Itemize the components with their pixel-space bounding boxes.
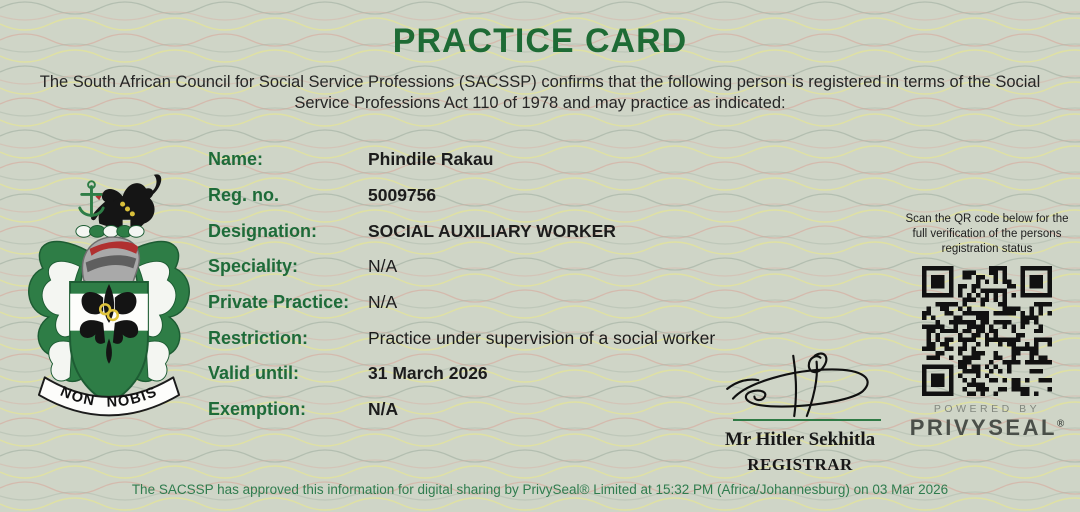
field-value: Practice under supervision of a social worker: [368, 327, 716, 348]
field-label: Valid until:: [208, 363, 300, 384]
qr-code: [922, 266, 1052, 396]
field-label: Reg. no.: [208, 185, 279, 206]
field-row: [208, 178, 808, 214]
registrar-name: Mr Hitler Sekhitla: [724, 429, 876, 450]
registrar-signature: [718, 350, 886, 418]
motto-text: NON NOBIS: [57, 383, 161, 411]
intro-text: The South African Council for Social Service Professions (SACSSP) confirms that the following person is registered in terms of the Social Service Professions Act 110 of 1978 and may practice as indicated:: [39, 73, 1041, 113]
sacssp-coat-of-arms: [20, 136, 198, 428]
field-row: [208, 285, 808, 321]
field-label: Name:: [208, 149, 264, 170]
page-title: PRACTICE CARD: [392, 22, 688, 60]
field-label: Private Practice:: [208, 292, 350, 313]
field-value: 5009756: [368, 185, 437, 206]
field-value: 31 March 2026: [368, 363, 488, 384]
field-value: N/A: [368, 256, 398, 277]
field-value: SOCIAL AUXILIARY WORKER: [368, 220, 616, 241]
privyseal-wordmark: PRIVYSEAL: [909, 415, 1057, 440]
field-row: [208, 249, 808, 285]
torse: [76, 226, 144, 238]
qr-instruction-text: Scan the QR code below for the full verification of the persons registration status: [905, 213, 1069, 256]
signature-line: [733, 419, 881, 421]
field-label: Exemption:: [208, 399, 307, 420]
helmet: [82, 237, 139, 289]
field-row: [208, 142, 808, 178]
field-value: N/A: [368, 292, 398, 313]
lion-crest: [80, 174, 161, 227]
privyseal-logo: [898, 415, 1076, 441]
field-label: Speciality:: [208, 256, 299, 277]
field-value: N/A: [368, 399, 399, 420]
field-label: Designation:: [208, 220, 318, 241]
registered-mark: ®: [1056, 418, 1065, 430]
approval-footer: The SACSSP has approved this information for digital sharing by PrivySeal® Limited at 15:32 PM (Africa/Johannesburg) on 03 Mar 2026: [131, 482, 949, 497]
registrar-title: REGISTRAR: [747, 455, 853, 474]
field-label: Restriction:: [208, 327, 309, 348]
field-row: [208, 213, 808, 249]
field-value: Phindile Rakau: [368, 149, 494, 170]
powered-by-label: POWERED BY: [933, 403, 1041, 415]
